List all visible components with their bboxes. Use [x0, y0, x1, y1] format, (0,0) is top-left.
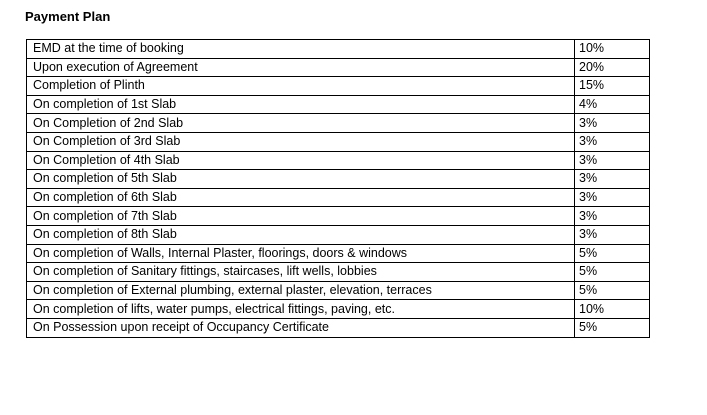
table-row: [27, 95, 650, 114]
percent-cell: 3%: [575, 114, 650, 133]
percent-cell: 3%: [575, 225, 650, 244]
payment-plan-table: [26, 39, 650, 338]
stage-cell: On Completion of 2nd Slab: [27, 114, 575, 133]
table-row: [27, 188, 650, 207]
stage-cell: On completion of 1st Slab: [27, 95, 575, 114]
percent-cell: 3%: [575, 132, 650, 151]
percent-cell: 3%: [575, 188, 650, 207]
percent-cell: 5%: [575, 281, 650, 300]
table-row: [27, 281, 650, 300]
stage-cell: On completion of 5th Slab: [27, 170, 575, 189]
percent-cell: 5%: [575, 263, 650, 282]
table-row: [27, 170, 650, 189]
stage-cell: On completion of 8th Slab: [27, 225, 575, 244]
percent-cell: 5%: [575, 244, 650, 263]
stage-cell: On completion of 6th Slab: [27, 188, 575, 207]
table-row: [27, 132, 650, 151]
table-row: [27, 114, 650, 133]
table-row: [27, 77, 650, 96]
percent-cell: 3%: [575, 207, 650, 226]
table-row: [27, 40, 650, 59]
page-title: Payment Plan: [25, 9, 111, 24]
stage-cell: On completion of 7th Slab: [27, 207, 575, 226]
percent-cell: 5%: [575, 318, 650, 337]
stage-cell: On completion of Sanitary fittings, staircases, lift wells, lobbies: [27, 263, 575, 282]
stage-cell: On completion of Walls, Internal Plaster, floorings, doors & windows: [27, 244, 575, 263]
table-row: [27, 58, 650, 77]
percent-cell: 15%: [575, 77, 650, 96]
stage-cell: On Completion of 3rd Slab: [27, 132, 575, 151]
stage-cell: On completion of lifts, water pumps, electrical fittings, paving, etc.: [27, 300, 575, 319]
table-row: [27, 207, 650, 226]
percent-cell: 10%: [575, 40, 650, 59]
percent-cell: 3%: [575, 151, 650, 170]
table-row: [27, 318, 650, 337]
table-row: [27, 244, 650, 263]
stage-cell: On Completion of 4th Slab: [27, 151, 575, 170]
percent-cell: 10%: [575, 300, 650, 319]
stage-cell: EMD at the time of booking: [27, 40, 575, 59]
stage-cell: On completion of External plumbing, external plaster, elevation, terraces: [27, 281, 575, 300]
stage-cell: Completion of Plinth: [27, 77, 575, 96]
percent-cell: 4%: [575, 95, 650, 114]
stage-cell: On Possession upon receipt of Occupancy Certificate: [27, 318, 575, 337]
table-row: [27, 225, 650, 244]
table-row: [27, 263, 650, 282]
table-row: [27, 151, 650, 170]
stage-cell: Upon execution of Agreement: [27, 58, 575, 77]
percent-cell: 20%: [575, 58, 650, 77]
table-row: [27, 300, 650, 319]
percent-cell: 3%: [575, 170, 650, 189]
